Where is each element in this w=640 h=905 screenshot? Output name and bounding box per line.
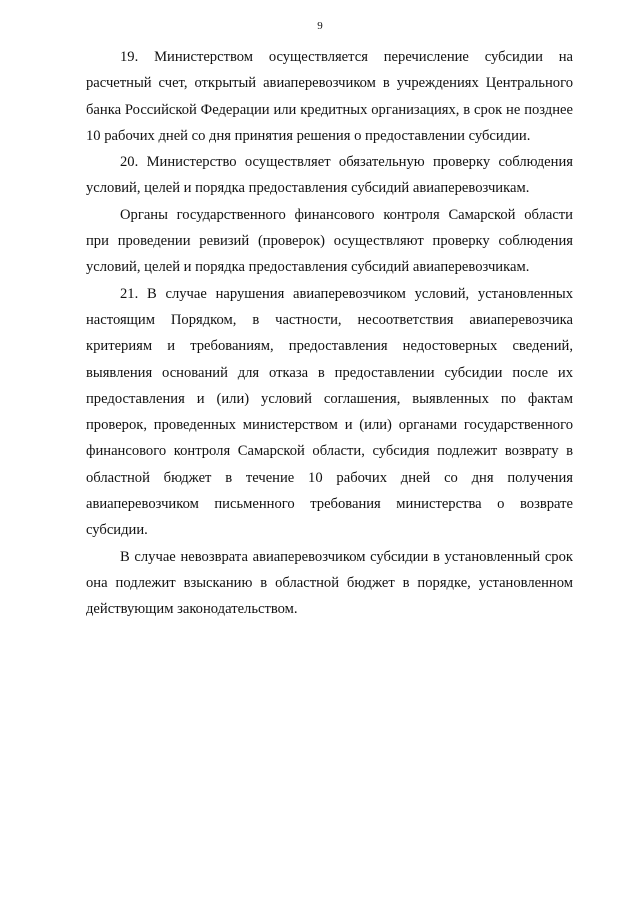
paragraph-20: 20. Министерство осуществляет обязательную проверку соблюдения условий, целей и порядка предоставления субсидий авиаперевозчикам. bbox=[86, 154, 573, 197]
paragraph-19: 19. Министерством осуществляется перечисление субсидии на расчетный счет, открытый авиаперевозчиком в учреждениях Центрального банка Российской Федерации или кредитных организациях, в срок не позднее 10 рабочих дней со дня принятия решения о предоставлении субсидии. bbox=[86, 49, 573, 144]
paragraph-21: 21. В случае нарушения авиаперевозчиком условий, установленных настоящим Порядком, в частности, несоответствия авиаперевозчика критериям и требованиям, предоставления недостоверных сведений, выявления оснований для отказа в предоставлении субсидии после их предоставления и (или) условий соглашения, выявленных по фактам проверок, проведенных министерством и (или) органами государственного финансового контроля Самарской области, субсидия подлежит возврату в областной бюджет в течение 10 рабочих дней со дня получения авиаперевозчиком письменного требования министерства о возврате субсидии. bbox=[86, 285, 573, 539]
document-body bbox=[86, 44, 573, 623]
paragraph-21-non-return: В случае невозврата авиаперевозчиком субсидии в установленный срок она подлежит взысканию в областной бюджет в порядке, установленном действующим законодательством. bbox=[86, 548, 573, 618]
paragraph-20-control-bodies: Органы государственного финансового контроля Самарской области при проведении ревизий (проверок) осуществляют проверку соблюдения условий, целей и порядка предоставления субсидий авиаперевозчикам. bbox=[86, 206, 573, 276]
page-number: 9 bbox=[317, 20, 323, 32]
